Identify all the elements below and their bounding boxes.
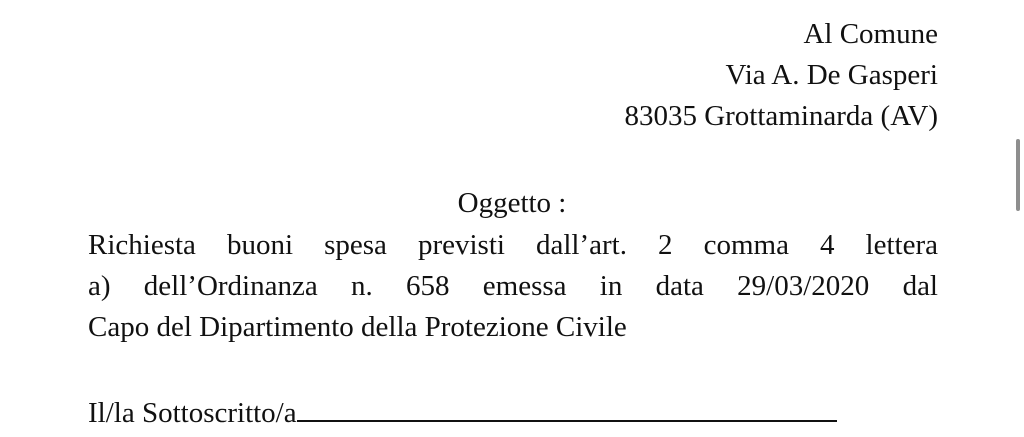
- signatory-blank-field[interactable]: [297, 394, 837, 422]
- recipient-line-1: Al Comune: [803, 18, 938, 50]
- subject-line-3: Capo del Dipartimento della Protezione Civile: [88, 311, 627, 343]
- recipient-address: [624, 14, 938, 137]
- signatory-row: [88, 393, 837, 434]
- signatory-label: Il/la Sottoscritto/a: [88, 397, 297, 429]
- vertical-scrollbar[interactable]: [1016, 139, 1020, 211]
- recipient-line-3: 83035 Grottaminarda (AV): [624, 100, 938, 132]
- subject-line-2: a) dell’Ordinanza n. 658 emessa in data 29/03/2020 dal: [88, 270, 938, 302]
- subject-heading: Oggetto :: [457, 187, 567, 219]
- subject-line-1: Richiesta buoni spesa previsti dall’art. 2 comma 4 lettera: [88, 229, 938, 261]
- recipient-line-2: Via A. De Gasperi: [725, 59, 938, 91]
- subject-body: [88, 225, 938, 348]
